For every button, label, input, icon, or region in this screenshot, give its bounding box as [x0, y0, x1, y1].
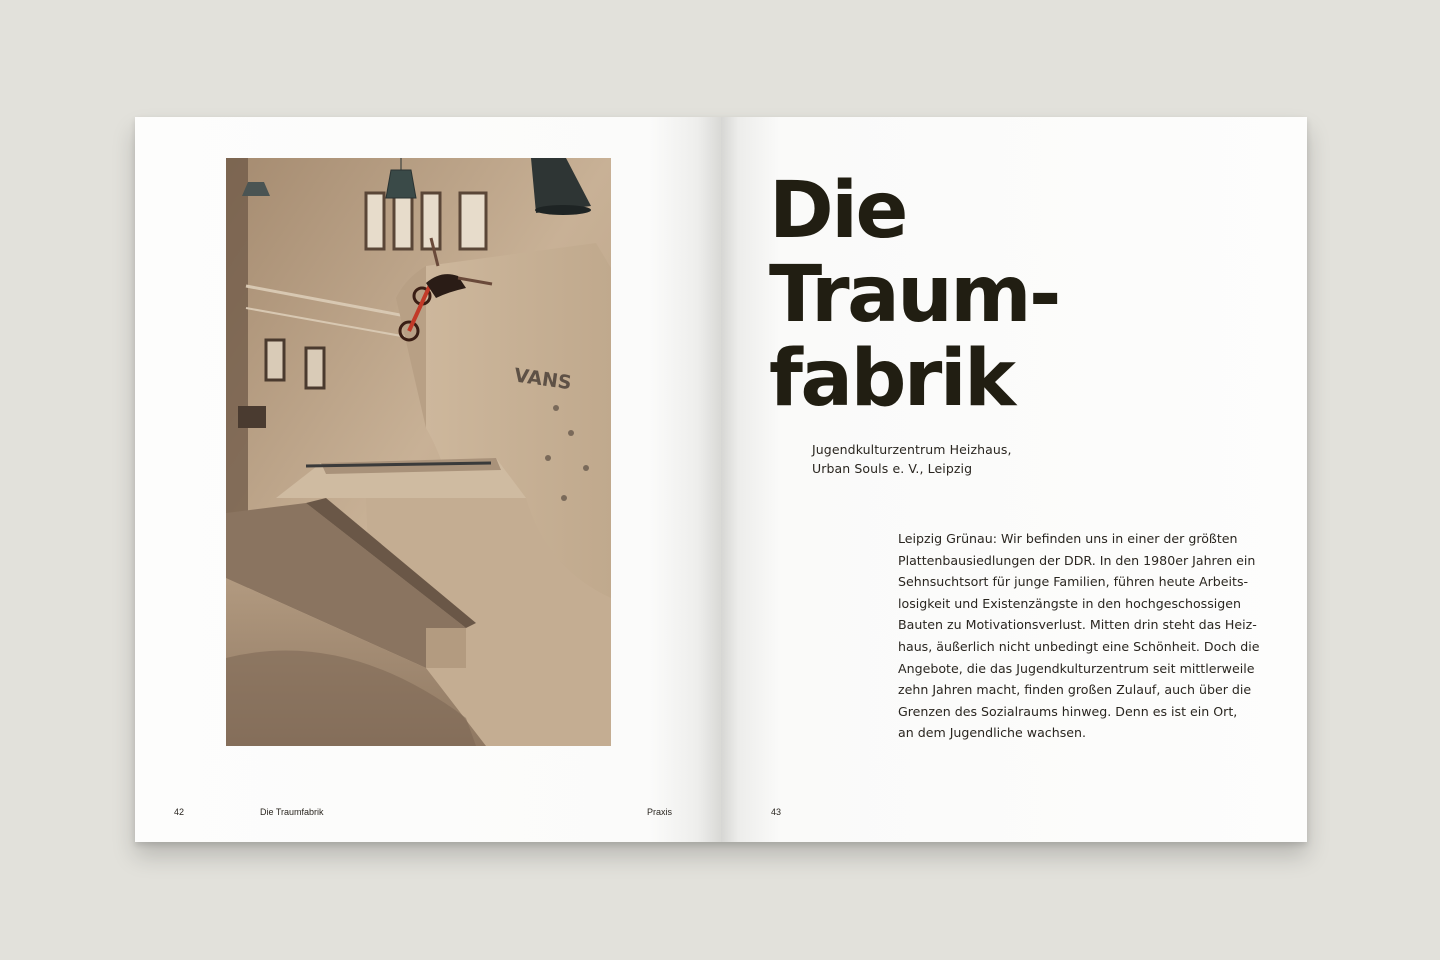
body-line: Angebote, die das Jugendkulturzentrum seit mittlerweile [898, 660, 1255, 676]
subtitle-line: Urban Souls e. V., Leipzig [812, 461, 973, 476]
page-number-right: 43 [771, 807, 782, 817]
right-page [721, 117, 1307, 842]
body-line: Grenzen des Sozialraums hinweg. Denn es ist ein Ort, [898, 703, 1238, 719]
article-body [898, 528, 1268, 744]
body-line: Sehnsuchtsort für junge Familien, führen heute Arbeits- [898, 574, 1249, 590]
running-title: Die Traumfabrik [260, 807, 324, 817]
book-spread [135, 117, 1307, 842]
title-line: fabrik [769, 334, 1014, 424]
subtitle-line: Jugendkulturzentrum Heizhaus, [812, 442, 1012, 457]
title-line: Die [769, 166, 906, 256]
body-line: zehn Jahren macht, finden großen Zulauf, auch über die [898, 682, 1252, 698]
body-line: haus, äußerlich nicht unbedingt eine Schönheit. Doch die [898, 638, 1260, 654]
body-line: an dem Jugendliche wachsen. [898, 725, 1087, 741]
body-line: Leipzig Grünau: Wir befinden uns in einer der größten [898, 531, 1238, 546]
article-subtitle [812, 440, 1012, 478]
left-page [135, 117, 721, 842]
skatepark-photo [226, 158, 611, 746]
body-line: Plattenbausiedlungen der DDR. In den 1980er Jahren ein [898, 552, 1256, 568]
vans-logo: VANS [512, 364, 573, 395]
body-line: Bauten zu Motivationsverlust. Mitten drin steht das Heiz- [898, 617, 1257, 633]
article-title [769, 166, 1059, 424]
body-line: losigkeit und Existenzängste in den hochgeschossigen [898, 595, 1242, 611]
title-line: Traum- [769, 250, 1059, 340]
page-number-left: 42 [174, 807, 185, 817]
section-label: Praxis [647, 807, 673, 817]
